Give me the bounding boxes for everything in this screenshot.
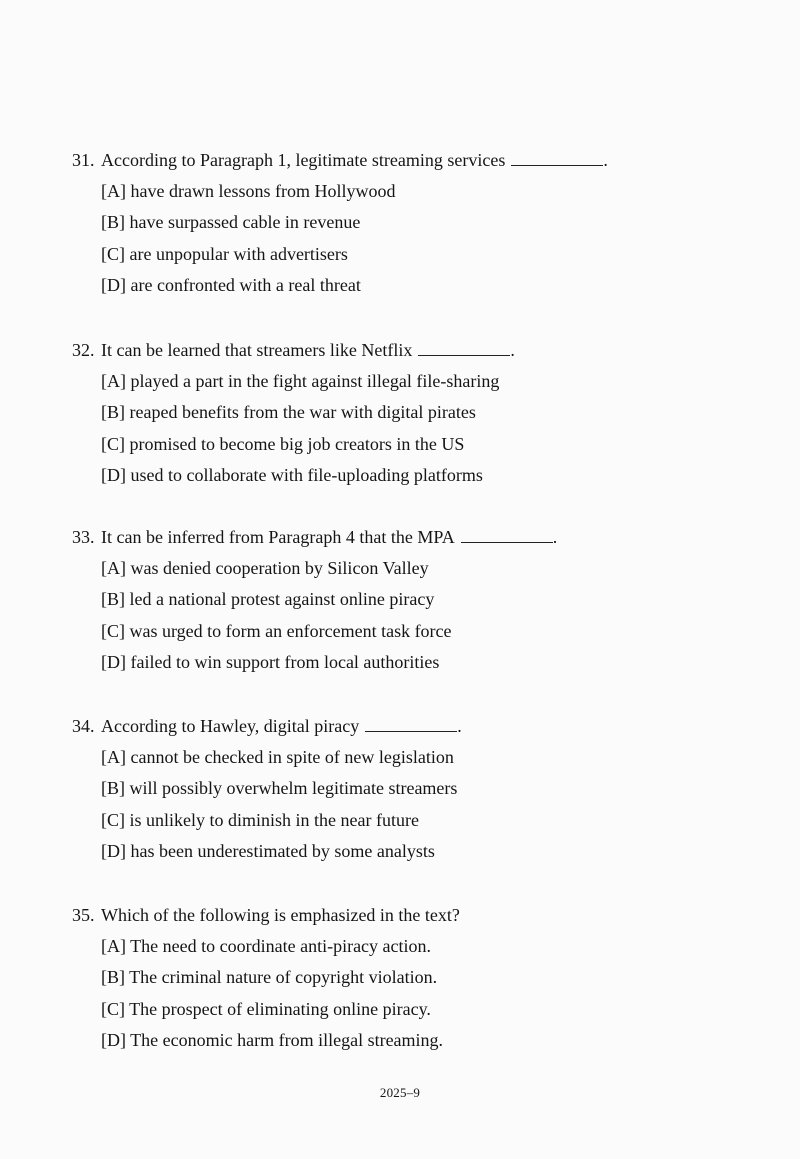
- option-d: [D] The economic harm from illegal streaming.: [101, 1029, 444, 1050]
- question-text: According to Paragraph 1, legitimate streaming services: [101, 150, 506, 170]
- question-text: It can be inferred from Paragraph 4 that the MPA: [101, 527, 455, 547]
- option-d: [D] failed to win support from local authorities: [101, 651, 440, 672]
- question-text: Which of the following is emphasized in the text?: [101, 905, 460, 925]
- option-d: [D] used to collaborate with file-uploading platforms: [101, 464, 483, 485]
- option-list: [72, 369, 732, 487]
- question-stem: [72, 148, 732, 172]
- question-text: According to Hawley, digital piracy: [101, 716, 360, 736]
- option-list: [72, 556, 732, 674]
- question-34: [72, 714, 732, 870]
- option-c: [C] is unlikely to diminish in the near future: [101, 809, 419, 830]
- question-33: [72, 525, 732, 681]
- question-end-punct: .: [457, 716, 462, 736]
- option-a: [A] was denied cooperation by Silicon Valley: [101, 558, 429, 578]
- question-text: It can be learned that streamers like Netflix: [101, 340, 413, 360]
- option-b: [B] will possibly overwhelm legitimate streamers: [101, 778, 458, 799]
- option-a: [A] played a part in the fight against illegal file-sharing: [101, 371, 500, 391]
- option-c: [C] promised to become big job creators in the US: [101, 433, 465, 454]
- question-31: [72, 148, 732, 304]
- question-35: [72, 903, 732, 1059]
- option-list: [72, 934, 732, 1052]
- page-code: 2025–9: [379, 1085, 421, 1100]
- option-a: [A] have drawn lessons from Hollywood: [101, 181, 396, 201]
- question-stem: [72, 714, 732, 738]
- question-stem: [72, 338, 732, 362]
- question-number: 33.: [72, 527, 95, 547]
- answer-blank: [511, 148, 603, 166]
- question-number: 32.: [72, 340, 95, 360]
- question-number: 31.: [72, 150, 95, 170]
- option-list: [72, 179, 732, 297]
- question-end-punct: .: [552, 527, 558, 547]
- option-a: [A] cannot be checked in spite of new legislation: [101, 747, 454, 767]
- option-b: [B] The criminal nature of copyright violation.: [101, 967, 438, 988]
- option-b: [B] led a national protest against online piracy: [101, 589, 435, 610]
- question-number: 34.: [72, 716, 95, 736]
- option-d: [D] has been underestimated by some analysts: [101, 840, 435, 861]
- question-32: [72, 338, 732, 494]
- option-list: [72, 745, 732, 863]
- question-end-punct: .: [603, 150, 608, 170]
- question-number: 35.: [72, 905, 95, 925]
- option-b: [B] reaped benefits from the war with digital pirates: [101, 402, 476, 423]
- answer-blank: [418, 338, 510, 356]
- answer-blank: [365, 714, 457, 732]
- option-a: [A] The need to coordinate anti-piracy action.: [101, 936, 432, 956]
- answer-blank: [461, 525, 553, 543]
- question-stem: [72, 525, 732, 549]
- option-c: [C] are unpopular with advertisers: [101, 243, 348, 264]
- question-stem: [72, 903, 732, 927]
- question-end-punct: .: [510, 340, 515, 360]
- option-c: [C] was urged to form an enforcement task force: [101, 620, 452, 641]
- option-b: [B] have surpassed cable in revenue: [101, 212, 361, 233]
- option-c: [C] The prospect of eliminating online piracy.: [101, 998, 431, 1019]
- option-d: [D] are confronted with a real threat: [101, 274, 361, 295]
